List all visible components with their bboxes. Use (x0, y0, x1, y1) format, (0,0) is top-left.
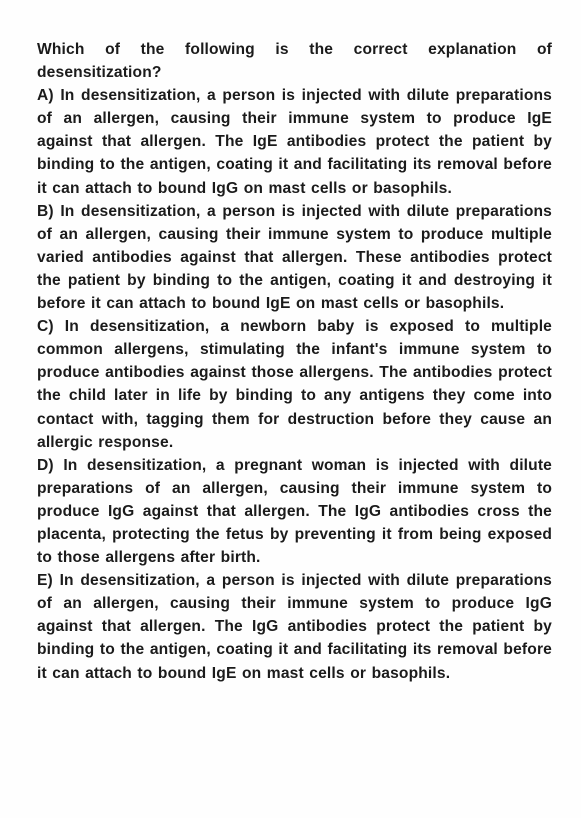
question-text: Which of the following is the correct explanation of desensitization? (37, 41, 552, 82)
option-b-text: In desensitization, a person is injected with dilute preparations of an allergen, causing their immune system to produce multiple varied antibodies against that allergen. These antibodies protect the patient by binding to the antigen, coating it and destroying it before it can attach to bound IgE on mast cells or basophils. (37, 202, 552, 313)
option-c (37, 315, 552, 454)
option-e (37, 569, 552, 684)
option-c-text: In desensitization, a newborn baby is exposed to multiple common allergens, stimulating the infant's immune system to produce antibodies against those allergens. The antibodies protect the child later in life by binding to any antigens they come into contact with, tagging them for destruction before they cause an allergic response. (37, 318, 552, 451)
option-e-text: In desensitization, a person is injected with dilute preparations of an allergen, causing their immune system to produce IgG against that allergen. The IgG antibodies protect the patient by binding to the antigen, coating it and facilitating its removal before it can attach to bound IgE on mast cells or basophils. (37, 572, 552, 682)
question-content (37, 38, 552, 685)
option-d-letter: D) (37, 456, 54, 474)
option-b-letter: B) (37, 202, 54, 220)
option-a-text: In desensitization, a person is injected with dilute preparations of an allergen, causing their immune system to produce IgE against that allergen. The IgE antibodies protect the patient by binding to the antigen, coating it and facilitating its removal before it can attach to bound IgG on mast cells or basophils. (37, 87, 552, 197)
option-e-letter: E) (37, 572, 53, 590)
option-b (37, 200, 552, 315)
option-a (37, 84, 552, 199)
option-d-text: In desensitization, a pregnant woman is injected with dilute preparations of an allergen, causing their immune system to produce IgG against that allergen. The IgG antibodies cross the placenta, protecting the fetus by preventing it from being exposed to those allergens after birth. (37, 456, 552, 567)
option-d (37, 454, 552, 569)
option-c-letter: C) (37, 318, 54, 336)
option-a-letter: A) (37, 87, 54, 105)
